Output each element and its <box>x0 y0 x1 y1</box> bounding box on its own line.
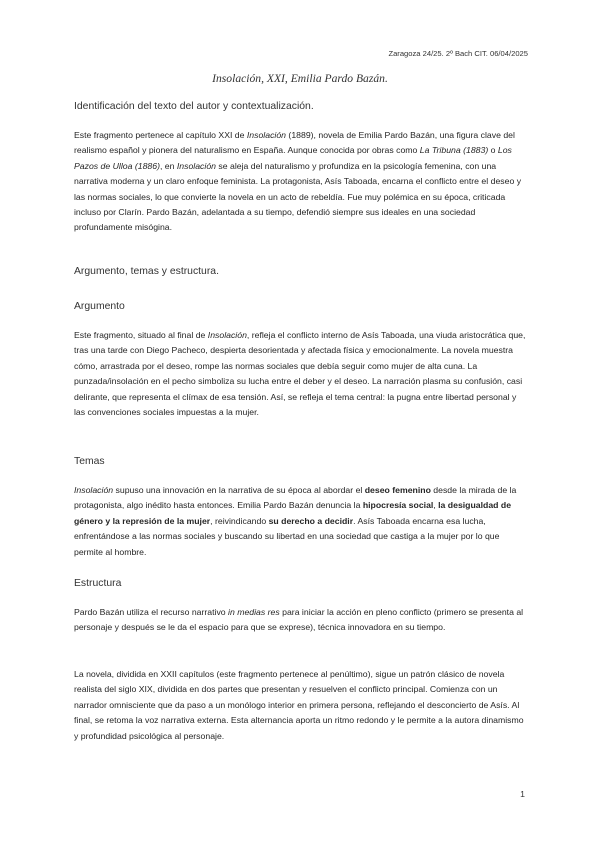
paragraph-estructura-2 <box>74 667 529 744</box>
text-run-bold: su derecho a decidir <box>268 515 354 526</box>
text-run: para iniciar la acción en pleno conflicto (primero se presenta al personaje y después se le da el espacio para que se exprese), técnica innovadora en su tiempo. <box>74 607 524 633</box>
text-run-bold: hipocresía social <box>362 500 434 511</box>
text-run: Este fragmento, situado al final de <box>74 330 208 340</box>
paragraph <box>74 605 529 636</box>
text-run: . Asís Taboada encarna esa lucha, enfrentándose a las normas sociales y buscando su libertad en una sociedad que castiga a la mujer por lo que permite al hombre. <box>74 515 500 557</box>
section-heading: Argumento <box>74 301 125 312</box>
paragraph <box>74 128 529 236</box>
paragraph-estructura-1 <box>74 605 529 636</box>
text-run-italic: Los Pazos de Ulloa (1886) <box>74 145 512 171</box>
paragraph <box>74 483 529 560</box>
paragraph-identificacion <box>74 128 529 236</box>
text-run-italic: Insolación <box>176 160 216 171</box>
text-run: se aleja del naturalismo y profundiza en la psicología femenina, con una narrativa moderna y un claro enfoque feminista. La protagonista, Asís Taboada, encarna el conflicto entre el deseo y las normas sociales, lo que convierte la novela en un acto de rebeldía. Fue muy polémica en su época, criticada incluso por Clarín. Pardo Bazán, adelantada a su tiempo, defendió siempre sus ideales en una sociedad profundamente misógina. <box>74 160 522 233</box>
text-run: desde la mirada de la protagonista, algo inédito hasta entonces. Emilia Pardo Bazán denuncia la <box>74 485 517 511</box>
text-run-italic: Insolación <box>207 330 247 340</box>
paragraph-temas <box>74 483 529 560</box>
text-run: , en <box>159 160 177 171</box>
section-heading: Estructura <box>74 578 122 589</box>
text-run-italic: Insolación <box>246 130 287 140</box>
header-meta: Zaragoza 24/25. 2º Bach CIT. 06/04/2025 <box>388 49 528 58</box>
text-run: , <box>433 500 439 511</box>
text-run: o <box>488 145 498 156</box>
text-run: (1889), novela de Emilia Pardo Bazán, una figura clave del realismo español y pionera del naturalismo en España. Aunque conocida por obras como <box>74 130 515 156</box>
paragraph <box>74 328 529 420</box>
section-heading: Argumento, temas y estructura. <box>74 266 219 277</box>
page-number: 1 <box>520 789 525 799</box>
paragraph: La novela, dividida en XXII capítulos (este fragmento pertenece al penúltimo), sigue un patrón clásico de novela realista del siglo XIX, dividida en dos partes que presentan y resuelven el conflicto principal. Comienza con un narrador omnisciente que da paso a un monólogo interior en primera persona, reflejando el desconcierto de Asís. Al final, se retoma la voz narrativa externa. Esta alternancia aporta un ritmo redondo y le permite a la autora dinamismo y profundidad psicológica al personaje. <box>74 669 524 741</box>
text-run: Pardo Bazán utiliza el recurso narrativo <box>74 607 229 617</box>
text-run: , reivindicando <box>210 515 269 526</box>
section-heading: Temas <box>74 456 105 467</box>
text-run-bold: la desigualdad de género y la represión de la mujer <box>74 500 512 526</box>
text-run: , refleja el conflicto interno de Asís Taboada, una viuda aristocrática que, tras una tarde con Diego Pacheco, despierta desorientada y afectada física y emocionalmente. La novela muestra cómo, arrastrada por el deseo, rompe las normas sociales que debía seguir como mujer de alta cuna. La punzada/insolación en el pecho simboliza su lucha entre el deber y el deseo. La narración plasma su confusión, casi delirante, que representa el clímax de esa tensión. Así, se refleja el tema central: la pugna entre libertad personal y las convenciones sociales impuestas a la mujer. <box>74 330 526 418</box>
text-run: Este fragmento pertenece al capítulo XXI de <box>74 130 247 140</box>
text-run-italic: La Tribuna (1883) <box>419 145 489 156</box>
section-argumento <box>74 301 529 312</box>
section-temas <box>74 456 529 467</box>
section-estructura <box>74 578 529 589</box>
section-identificacion <box>74 101 529 112</box>
document-title: Insolación, XXI, Emilia Pardo Bazán. <box>212 72 388 85</box>
text-run-italic: in medias res <box>228 607 280 617</box>
text-run-bold: deseo femenino <box>364 485 431 495</box>
text-run-italic: Insolación <box>74 485 114 495</box>
paragraph-argumento <box>74 328 529 420</box>
section-argumento-temas <box>74 266 529 277</box>
text-run: supuso una innovación en la narrativa de su época al abordar el <box>113 485 365 495</box>
section-heading: Identificación del texto del autor y contextualización. <box>74 101 314 112</box>
